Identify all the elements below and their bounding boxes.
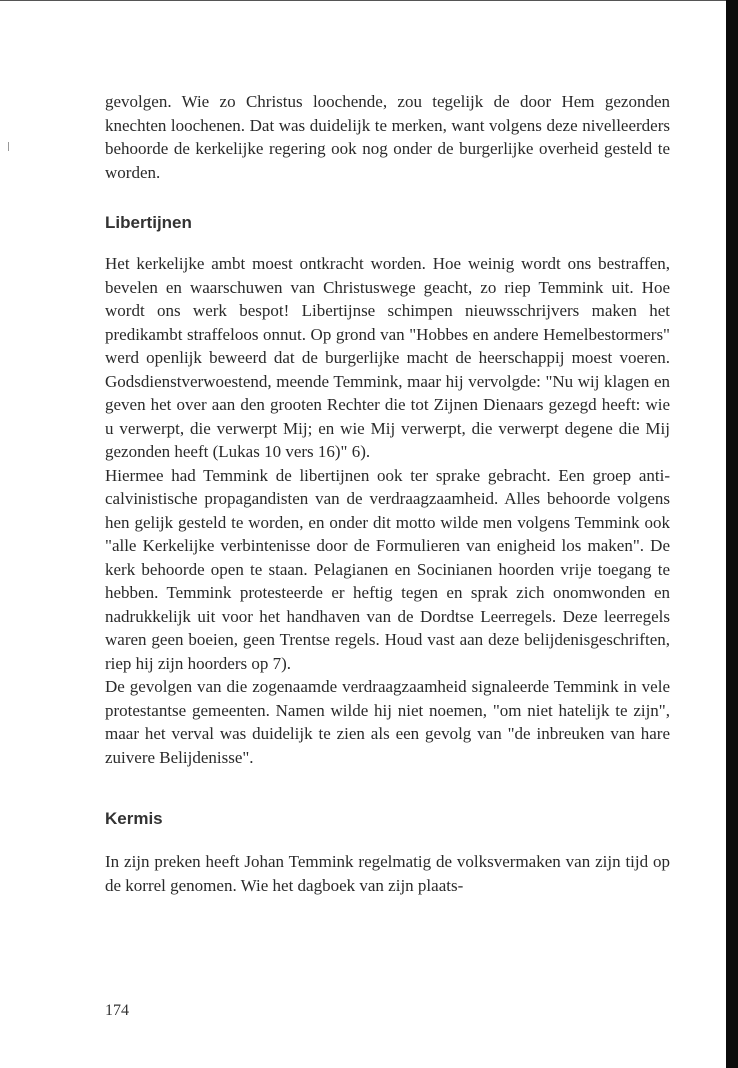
page-body <box>105 90 670 897</box>
paragraph-libertijnen-3: De gevolgen van die zogenaamde verdraagzaamheid signaleerde Temmink in vele protestantse gemeenten. Namen wilde hij niet noemen, "om niet hatelijk te zijn", maar het verval was duidelijk te zien als een gevolg van "de inbreuken van hare zuivere Belijdenisse". <box>105 677 670 767</box>
top-rule <box>0 0 738 1</box>
section-heading-libertijnen: Libertijnen <box>105 213 192 232</box>
paragraph-intro: gevolgen. Wie zo Christus loochende, zou tegelijk de door Hem gezonden knechten loochenen. Dat was duidelijk te merken, want volgens deze nivelleerders behoorde de kerkelijke regering ook nog onder de burgerlijke overheid gesteld te worden. <box>105 92 670 182</box>
paragraph-libertijnen-2: Hiermee had Temmink de libertijnen ook ter sprake gebracht. Een groep anti-calvinistische propagandisten van de verdraagzaamheid. Alles behoorde volgens hen gelijk gesteld te worden, en onder dit motto wilde men volgens Temmink ook "alle Kerkelijke verbintenisse door de Formulieren van enigheid los maken". De kerk behoorde open te staan. Pelagianen en Socinianen hoorden vrije toegang te hebben. Temmink protesteerde er heftig tegen en sprak zich onomwonden en nadrukkelijk uit voor het handhaven van de Dordtse Leerregels. Deze leerregels waren geen boeien, geen Trentse regels. Houd vast aan deze belijdenisgeschriften, riep hij zijn hoorders op 7). <box>105 465 670 673</box>
section-heading-kermis: Kermis <box>105 809 163 828</box>
page-number: 174 <box>105 1002 129 1019</box>
margin-mark <box>8 142 9 151</box>
scan-edge-border <box>726 0 738 1068</box>
paragraph-libertijnen-1: Het kerkelijke ambt moest ontkracht worden. Hoe weinig wordt ons bestraffen, bevelen en waarschuwen van Christuswege geacht, zo riep Temmink uit. Hoe wordt ons werk bespot! Libertijnse schimpen nieuwsschrijvers maken het predikambt straffeloos onnut. Op grond van "Hobbes en andere Hemelbestormers" werd openlijk beweerd dat de burgerlijke macht de heerschappij moest voeren. Godsdienstverwoestend, meende Temmink, maar hij vervolgde: "Nu wij klagen en geven het over aan den grooten Rechter die tot Zijnen Dienaars gezegd heeft: wie u verwerpt, die verwerpt Mij; en wie Mij verwerpt, die verwerpt degene die Mij gezonden heeft (Lukas 10 vers 16)" 6). <box>105 254 670 461</box>
paragraph-kermis: In zijn preken heeft Johan Temmink regelmatig de volksvermaken van zijn tijd op de korrel genomen. Wie het dagboek van zijn plaats- <box>105 852 670 895</box>
